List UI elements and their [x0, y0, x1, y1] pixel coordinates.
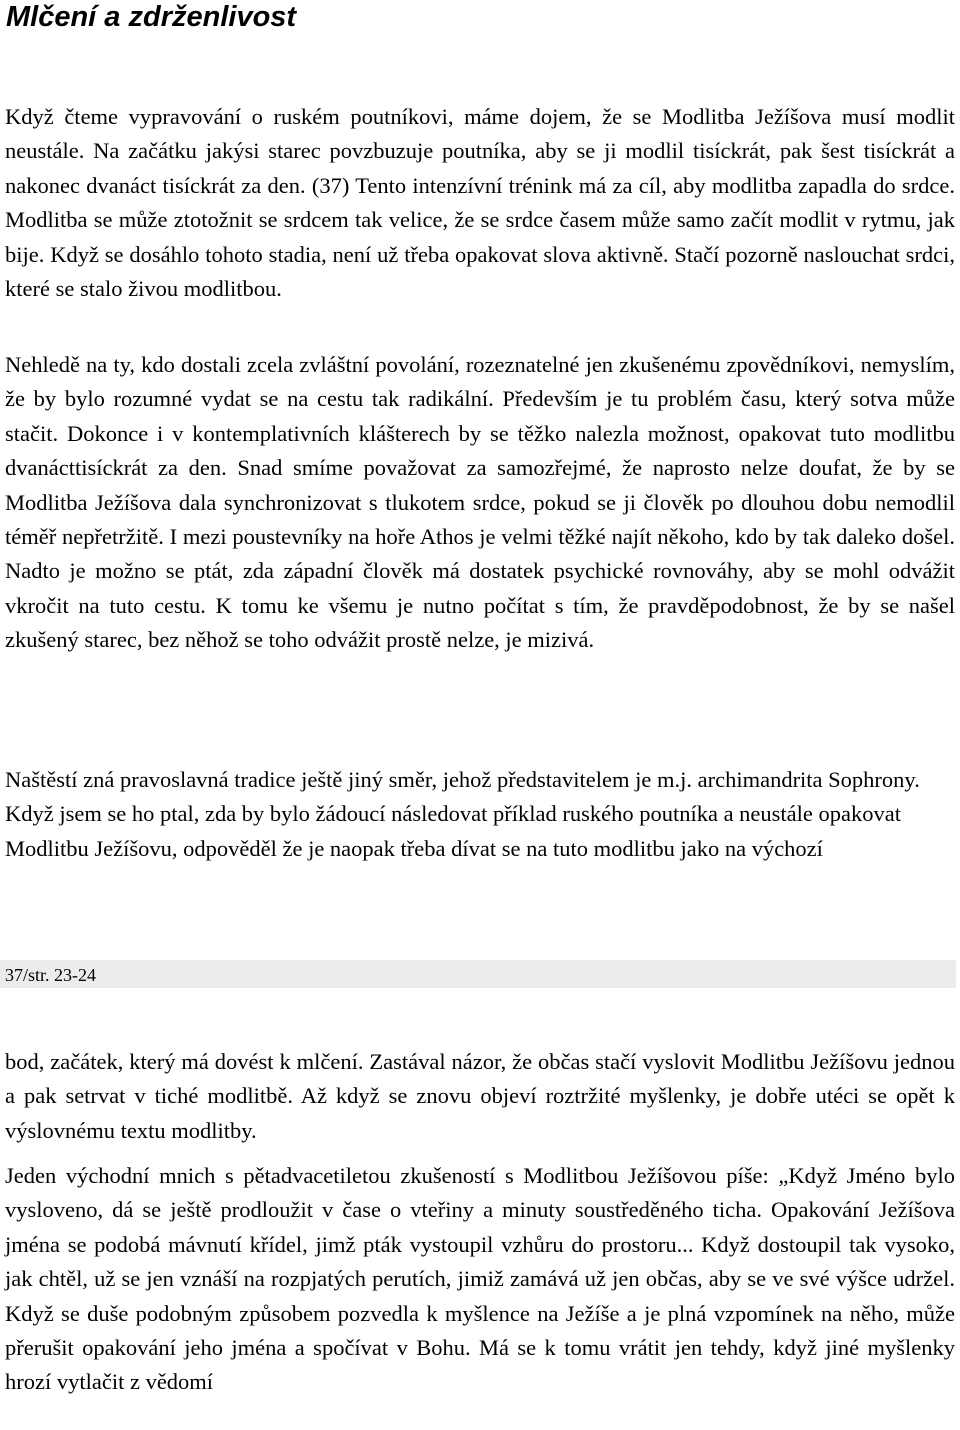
paragraph-3: Naštěstí zná pravoslavná tradice ještě jiný směr, jehož představitelem je m.j. archimandrita Sophrony. Když jsem se ho ptal, zda by bylo žádoucí následovat příklad ruského poutníka a neustále opakovat Modlitbu Ježíšovu, odpověděl že je naopak třeba dívat se na tuto modlitbu jako na výchozí	[5, 767, 920, 861]
page-title: Mlčení a zdrženlivost	[6, 1, 297, 33]
footnote: 37/str. 23-24	[5, 965, 97, 985]
paragraph-4: bod, začátek, který má dovést k mlčení. Zastával názor, že občas stačí vyslovit Modlitbu Ježíšovu jednou a pak setrvat v tiché modlitbě. Až když se znovu objeví roztržité myšlenky, je dobře utéci se opět k výslovnému textu modlitby.	[5, 1049, 955, 1143]
footnote-bar	[0, 960, 956, 988]
paragraph-1: Když čteme vypravování o ruském poutníkovi, máme dojem, že se Modlitba Ježíšova musí modlit neustále. Na začátku jakýsi starec povzbuzuje poutníka, aby se ji modlil tisíckrát, pak šest tisíckrát a nakonec dvanáct tisíckrát za den. (37) Tento intenzívní trénink má za cíl, aby modlitba zapadla do srdce. Modlitba se může ztotožnit se srdcem tak velice, že se srdce časem může samo začít modlit v rytmu, jak bije. Když se dosáhlo tohoto stadia, není už třeba opakovat slova aktivně. Stačí pozorně naslouchat srdci, které se stalo živou modlitbou.	[5, 104, 955, 302]
paragraph-5: Jeden východní mnich s pětadvacetiletou zkušeností s Modlitbou Ježíšovou píše: „Když Jméno bylo vysloveno, dá se ještě prodloužit v čase o vteřiny a minuty soustředěného ticha. Opakování Ježíšova jména se podobá mávnutí křídel, jimž pták vystoupil vzhůru do prostoru... Když dostoupil tak vysoko, jak chtěl, už se jen vznáší na rozpjatých perutích, jimiž zamává už jen občas, aby se ve své výšce udržel. Když se duše podobným způsobem pozvedla k myšlence na Ježíše a je plná vzpomínek na něho, může přerušit opakování jeho jména a spočívat v Bohu. Má se k tomu vrátit jen tehdy, když jiné myšlenky hrozí vytlačit z vědomí	[5, 1163, 955, 1395]
paragraph-2: Nehledě na ty, kdo dostali zcela zvláštní povolání, rozeznatelné jen zkušenému zpovědníkovi, nemyslím, že by bylo rozumné vydat se na cestu tak radikální. Především je tu problém času, který sotva může stačit. Dokonce i v kontemplativních klášterech by se těžko nalezla možnost, opakovat tuto modlitbu dvanácttisíckrát za den. Snad smíme považovat za samozřejmé, že naprosto nelze doufat, že by se Modlitba Ježíšova dala synchronizovat s tlukotem srdce, pokud se ji člověk po dlouhou dobu nemodlil téměř nepřetržitě. I mezi poustevníky na hoře Athos je velmi těžké najít někoho, kdo by tak daleko došel. Nadto je možno se ptát, zda západní člověk má dostatek psychické rovnováhy, aby se mohl odvážit vkročit na tuto cestu. K tomu ke všemu je nutno počítat s tím, že pravděpodobnost, že by se našel zkušený starec, bez něhož se toho odvážit prostě nelze, je mizivá.	[5, 352, 955, 653]
